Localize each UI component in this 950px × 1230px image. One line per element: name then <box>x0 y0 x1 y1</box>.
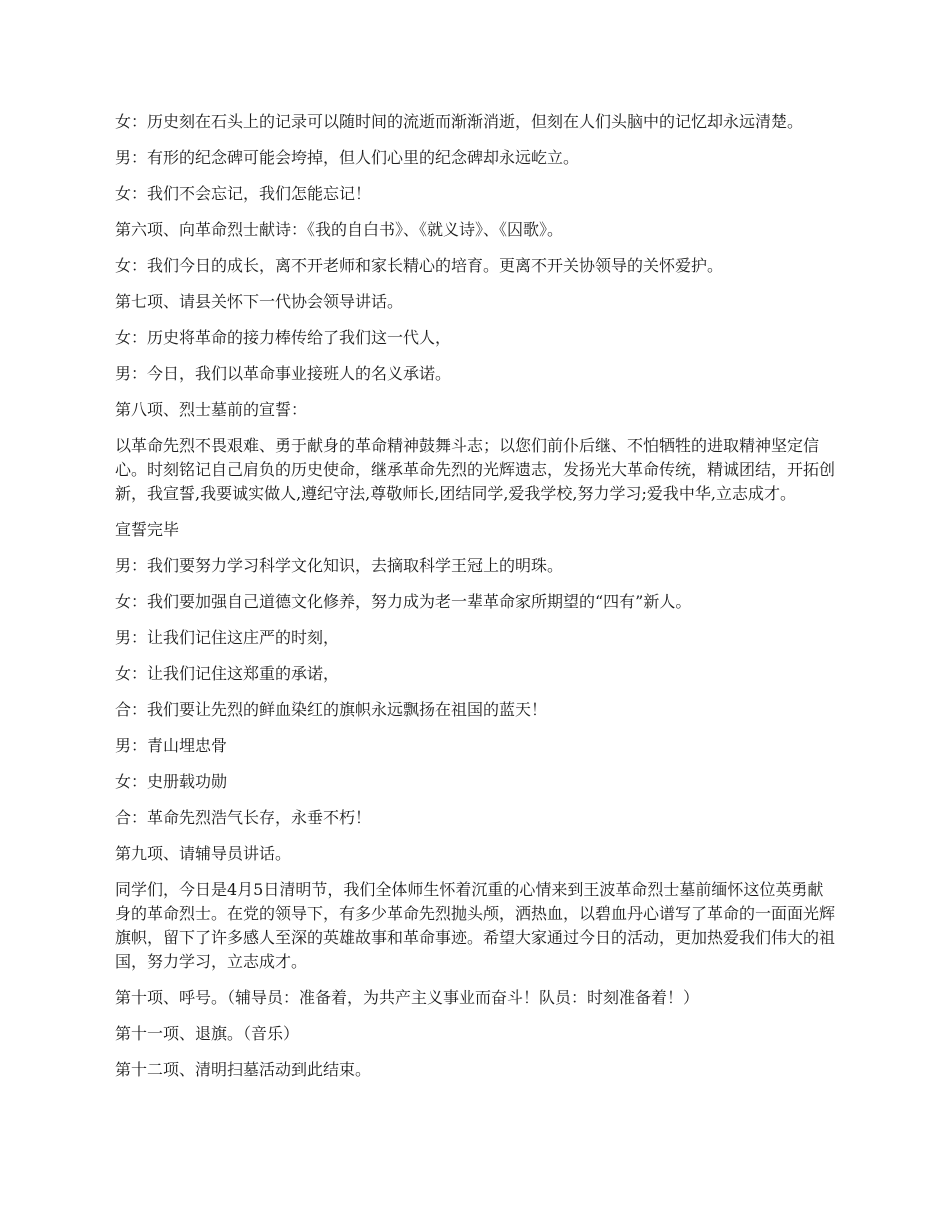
paragraph-female-morality: 女：我们要加强自己道德文化修养，努力成为老一辈革命家所期望的“四有”新人。 <box>115 592 692 611</box>
paragraph-female-never-forget: 女：我们不会忘记，我们怎能忘记！ <box>115 184 372 203</box>
paragraph-male-study: 男：我们要努力学习科学文化知识，去摘取科学王冠上的明珠。 <box>115 556 564 575</box>
paragraph-together-flag: 合：我们要让先烈的鲜血染红的旗帜永远飘扬在祖国的蓝天！ <box>115 700 548 719</box>
paragraph-item-six-poems: 第六项、向革命烈士献诗：《我的自白书》、《就义诗》、《囚歌》。 <box>115 220 564 239</box>
paragraph-male-green-hills: 男：青山埋忠骨 <box>115 736 228 755</box>
paragraph-item-ten-slogan: 第十项、呼号。（辅导员：准备着，为共产主义事业而奋斗！队员：时刻准备着！） <box>115 988 700 1007</box>
paragraph-counselor-speech: 同学们，今日是4月5日清明节，我们全体师生怀着沉重的心情来到王波革命烈士墓前缅怀这位英勇献身的革命烈士。在党的领导下，有多少革命先烈抛头颅，洒热血，以碧血丹心谱写了革命的一面面光辉旗帜，留下了许多感人至深的英雄故事和革命事迹。希望大家通过今日的活动，更加热爱我们伟大的祖国，努力学习，立志成才。 <box>115 880 836 971</box>
paragraph-male-monument: 男：有形的纪念碑可能会垮掉，但人们心里的纪念碑却永远屹立。 <box>115 148 580 167</box>
paragraph-oath-text: 以革命先烈不畏艰难、勇于献身的革命精神鼓舞斗志；以您们前仆后继、不怕牺牲的进取精神坚定信心。时刻铭记自己肩负的历史使命，继承革命先烈的光辉遗志，发扬光大革命传统，精诚团结，开拓创新，我宣誓,我要诚实做人,遵纪守法,尊敬师长,团结同学,爱我学校,努力学习;爱我中华,立志成才。 <box>115 436 836 503</box>
paragraph-female-growth: 女：我们今日的成长，离不开老师和家长精心的培育。更离不开关协领导的关怀爱护。 <box>115 256 724 275</box>
paragraph-item-eleven-flag-retreat: 第十一项、退旗。（音乐） <box>115 1024 300 1043</box>
paragraph-male-remember-moment: 男：让我们记住这庄严的时刻， <box>115 628 340 647</box>
paragraph-item-nine-counselor: 第九项、请辅导员讲话。 <box>115 844 292 863</box>
paragraph-female-relay: 女：历史将革命的接力棒传给了我们这一代人， <box>115 328 452 347</box>
paragraph-oath-complete: 宣誓完毕 <box>115 520 180 539</box>
paragraph-male-promise: 男：今日，我们以革命事业接班人的名义承诺。 <box>115 364 452 383</box>
paragraph-item-eight-oath: 第八项、烈士墓前的宣誓： <box>115 400 308 419</box>
paragraph-item-twelve-end: 第十二项、清明扫墓活动到此结束。 <box>115 1060 372 1079</box>
paragraph-item-seven-speech: 第七项、请县关怀下一代协会领导讲话。 <box>115 292 404 311</box>
paragraph-female-remember-promise: 女：让我们记住这郑重的承诺， <box>115 664 340 683</box>
paragraph-female-history-memory: 女：历史刻在石头上的记录可以随时间的流逝而渐渐消逝，但刻在人们头脑中的记忆却永远清楚。 <box>115 112 804 131</box>
paragraph-together-immortal: 合：革命先烈浩气长存，永垂不朽！ <box>115 808 372 827</box>
paragraph-female-history-books: 女：史册载功勋 <box>115 772 228 791</box>
